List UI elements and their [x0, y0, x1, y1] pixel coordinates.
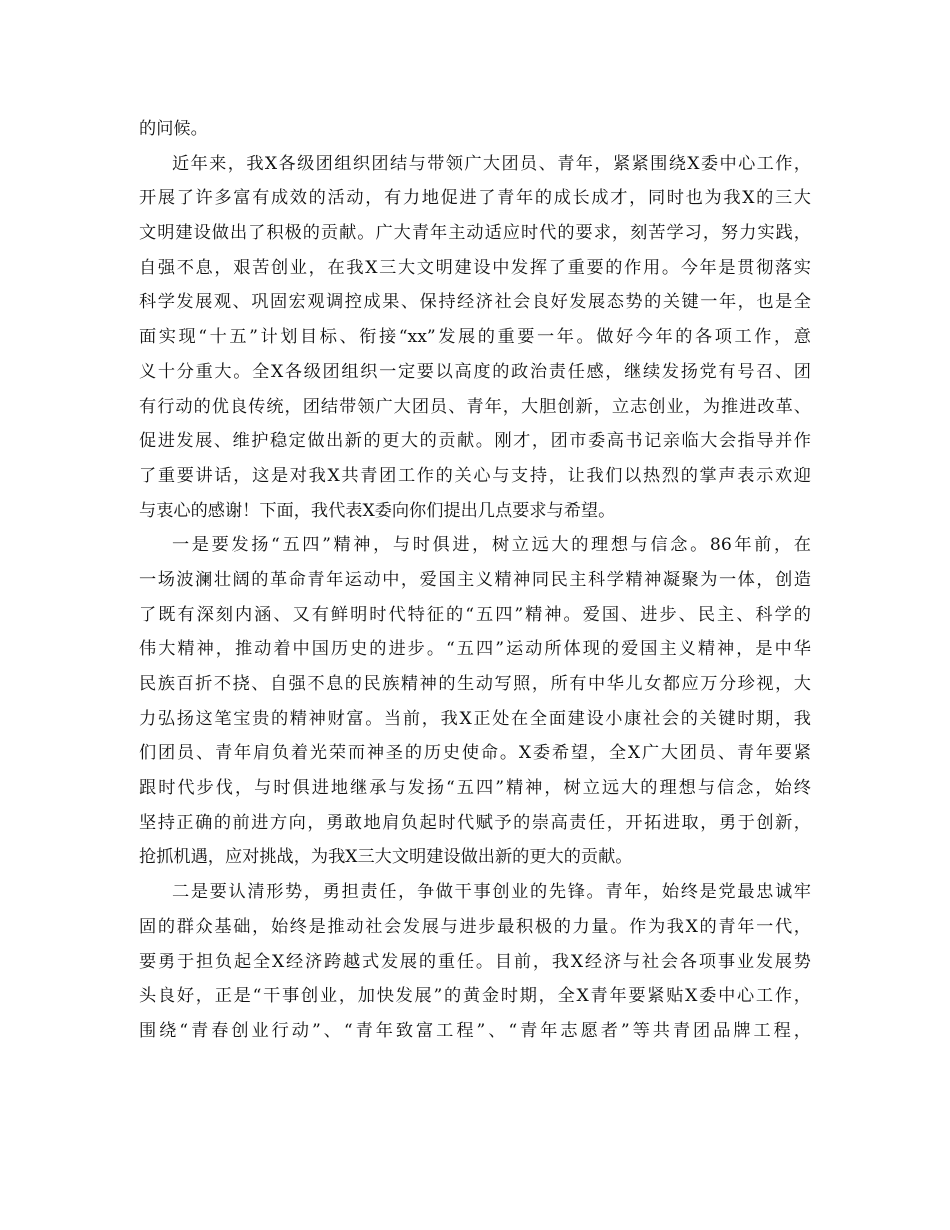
text-line: 了重要讲话，这是对我X共青团工作的关心与支持，让我们以热烈的掌声表示欢迎: [139, 465, 811, 486]
text-line: 头良好，正是“干事创业，加快发展”的黄金时期，全X青年要紧贴X委中心工作，: [139, 986, 811, 1007]
paragraph-first-line: 二是要认清形势，勇担责任，争做干事创业的先锋。青年，始终是党最忠诚牢: [172, 882, 811, 903]
text-line: 抢抓机遇，应对挑战，为我X三大文明建设做出新的更大的贡献。: [139, 847, 633, 868]
text-line: 围绕“青春创业行动”、“青年致富工程”、“青年志愿者”等共青团品牌工程，: [139, 1020, 811, 1041]
text-line: 伟大精神，推动着中国历史的进步。“五四”运动所体现的爱国主义精神，是中华: [139, 639, 811, 660]
text-line: 文明建设做出了积极的贡献。广大青年主动适应时代的要求，刻苦学习，努力实践，: [139, 223, 811, 244]
text-line: 自强不息，艰苦创业，在我X三大文明建设中发挥了重要的作用。今年是贯彻落实: [139, 257, 811, 278]
text-line: 科学发展观、巩固宏观调控成果、保持经济社会良好发展态势的关键一年，也是全: [139, 292, 811, 313]
text-line: 跟时代步伐，与时俱进地继承与发扬“五四”精神，树立远大的理想与信念，始终: [139, 778, 811, 799]
text-line: 与衷心的感谢！下面，我代表X委向你们提出几点要求与希望。: [139, 500, 616, 521]
text-line: 开展了许多富有成效的活动，有力地促进了青年的成长成才，同时也为我X的三大: [139, 188, 811, 209]
text-line: 的问候。: [139, 119, 208, 139]
paragraph-first-line: 近年来，我X各级团组织团结与带领广大团员、青年，紧紧围绕X委中心工作，: [172, 153, 811, 174]
text-line: 坚持正确的前进方向，勇敢地肩负起时代赋予的崇高责任，开拓进取，勇于创新，: [139, 812, 811, 833]
text-line: 义十分重大。全X各级团组织一定要以高度的政治责任感，继续发扬党有号召、团: [139, 361, 811, 382]
text-line: 们团员、青年肩负着光荣而神圣的历史使命。X委希望，全X广大团员、青年要紧: [139, 743, 811, 764]
text-line: 民族百折不挠、自强不息的民族精神的生动写照，所有中华儿女都应万分珍视，大: [139, 674, 811, 694]
text-line: 促进发展、维护稳定做出新的更大的贡献。刚才，团市委高书记亲临大会指导并作: [139, 431, 811, 452]
text-line: 要勇于担负起全X经济跨越式发展的重任。目前，我X经济与社会各项事业发展势: [139, 951, 811, 972]
text-line: 有行动的优良传统，团结带领广大团员、青年，大胆创新，立志创业，为推进改革、: [139, 396, 811, 417]
paragraph-first-line: 一是要发扬“五四”精神，与时俱进，树立远大的理想与信念。86年前，在: [172, 535, 811, 556]
text-line: 一场波澜壮阔的革命青年运动中，爱国主义精神同民主科学精神凝聚为一体，创造: [139, 569, 811, 590]
text-line: 了既有深刻内涵、又有鲜明时代特征的“五四”精神。爱国、进步、民主、科学的: [139, 604, 811, 625]
text-line: 固的群众基础，始终是推动社会发展与进步最积极的力量。作为我X的青年一代，: [139, 916, 811, 937]
document-body: [139, 112, 811, 1049]
text-line: 面实现“十五”计划目标、衔接“xx”发展的重要一年。做好今年的各项工作，意: [139, 327, 811, 348]
text-line: 力弘扬这笔宝贵的精神财富。当前，我X正处在全面建设小康社会的关键时期，我: [139, 708, 811, 729]
